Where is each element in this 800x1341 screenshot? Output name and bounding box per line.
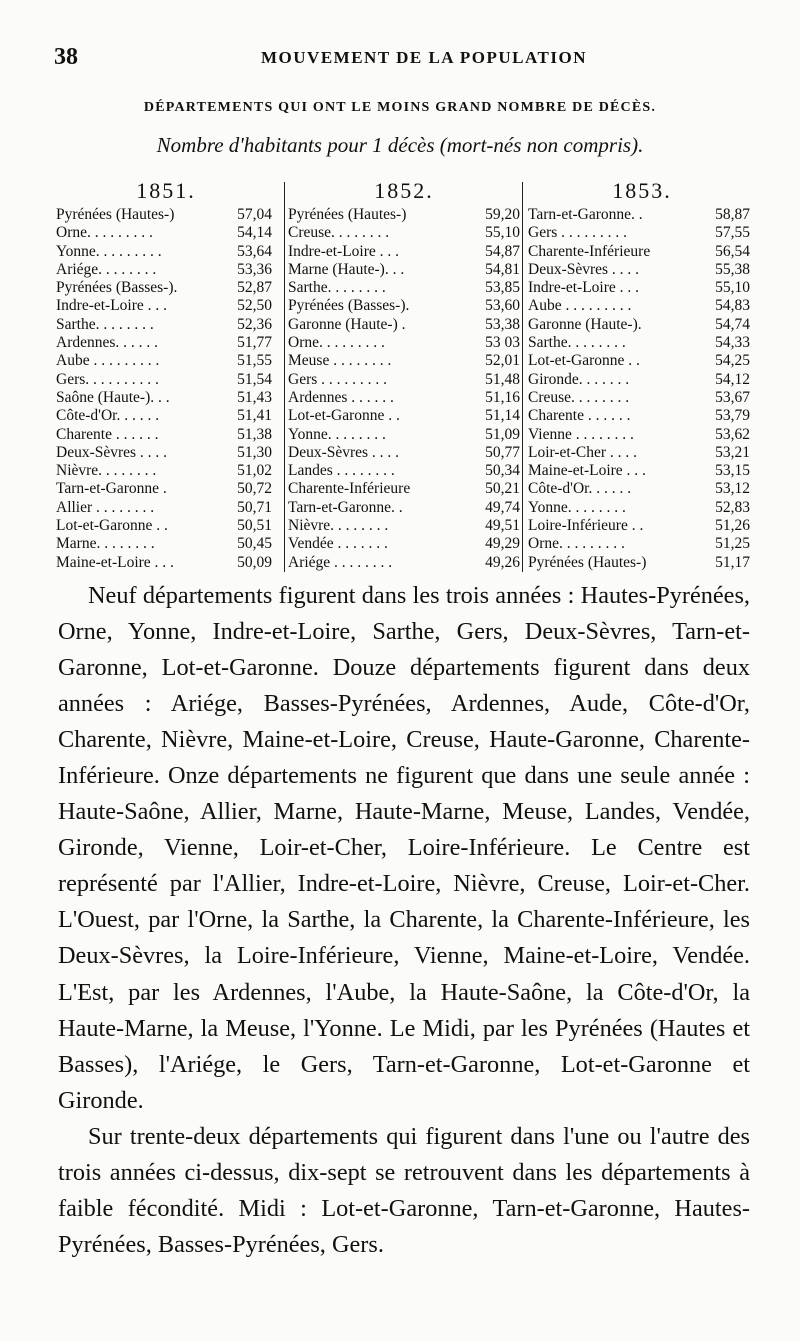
department-name: Ariége . . . . . . . . <box>288 553 393 571</box>
department-name: Côte-d'Or. . . . . . <box>528 480 632 498</box>
department-name: Creuse. . . . . . . . <box>528 388 630 406</box>
inhabitants-per-death: 49,29 <box>485 535 520 553</box>
department-name: Aube . . . . . . . . . <box>528 297 632 315</box>
department-name: Orne. . . . . . . . . <box>56 224 153 242</box>
inhabitants-per-death: 57,04 <box>237 206 272 223</box>
department-name: Garonne (Haute-) . <box>288 315 406 333</box>
table-row <box>288 462 520 480</box>
department-name: Orne. . . . . . . . . <box>288 334 385 352</box>
department-name: Maine-et-Loire . . . <box>56 553 174 571</box>
table-row <box>56 389 276 407</box>
inhabitants-per-death: 54,33 <box>715 334 750 352</box>
paragraph: Neuf départements figurent dans les trois années : Hautes-Pyrénées, Orne, Yonne, Indre-et-Loire, Sarthe, Gers, Deux-Sèvres, Tarn-et-Garonne, Lot-et-Garonne. Douze départements figurent dans deux années : Ariége, Basses-Pyrénées, Ardennes, Aude, Côte-d'Or, Charente, Nièvre, Maine-et-Loire, Creuse, Haute-Garonne, Charente-Inférieure. Onze départements ne figurent que dans une seule année : Haute-Saône, Allier, Marne, Haute-Marne, Meuse, Landes, Vendée, Gironde, Vienne, Loir-et-Cher, Loire-Inférieure. Le Centre est représenté par l'Allier, Indre-et-Loire, Nièvre, Creuse, Loir-et-Cher. L'Ouest, par l'Orne, la Sarthe, la Charente, la Charente-Inférieure, les Deux-Sèvres, la Loire-Inférieure, Vienne, Maine-et-Loire, Vendée. L'Est, par les Ardennes, l'Aube, la Haute-Saône, la Côte-d'Or, la Haute-Marne, la Meuse, l'Yonne. Le Midi, par les Pyrénées (Hautes et Basses), l'Ariége, le Gers, Tarn-et-Garonne, Lot-et-Garonne et Gironde. <box>58 582 750 1114</box>
inhabitants-per-death: 51,30 <box>237 443 272 461</box>
department-name: Yonne. . . . . . . . <box>288 425 386 443</box>
inhabitants-per-death: 53,15 <box>715 462 750 480</box>
department-name: Lot-et-Garonne . . <box>288 407 400 425</box>
table-row <box>528 316 756 334</box>
table-row <box>56 535 276 553</box>
table-row <box>56 371 276 389</box>
inhabitants-per-death: 53,38 <box>485 315 520 333</box>
table-subheading: Nombre d'habitants pour 1 décès (mort-nés non compris). <box>156 133 644 157</box>
inhabitants-per-death: 50,72 <box>237 480 272 498</box>
inhabitants-per-death: 55,38 <box>715 260 750 278</box>
inhabitants-per-death: 52,36 <box>237 315 272 333</box>
table-row <box>528 535 756 553</box>
column-divider <box>522 182 523 572</box>
department-name: Lot-et-Garonne . . <box>56 517 168 535</box>
department-name: Nièvre. . . . . . . . <box>288 517 389 535</box>
department-name: Sarthe. . . . . . . . <box>288 279 386 297</box>
department-name: Tarn-et-Garonne. . <box>288 498 403 516</box>
inhabitants-per-death: 59,20 <box>485 206 520 223</box>
department-name: Gironde. . . . . . . <box>528 370 630 388</box>
year-label: 1851. <box>136 178 196 203</box>
table-row <box>56 499 276 517</box>
table-row <box>56 517 276 535</box>
table-row <box>56 243 276 261</box>
department-name: Aube . . . . . . . . . <box>56 352 160 370</box>
department-name: Deux-Sèvres . . . . <box>288 443 400 461</box>
table-row <box>288 499 520 517</box>
inhabitants-per-death: 57,55 <box>715 224 750 242</box>
department-name: Orne. . . . . . . . . <box>528 535 625 553</box>
department-name: Pyrénées (Hautes-) <box>56 206 175 223</box>
inhabitants-per-death: 51,16 <box>485 388 520 406</box>
inhabitants-per-death: 49,51 <box>485 517 520 535</box>
department-name: Indre-et-Loire . . . <box>528 279 640 297</box>
table-row <box>288 535 520 553</box>
inhabitants-per-death: 58,87 <box>715 206 750 223</box>
inhabitants-per-death: 52,87 <box>237 279 272 297</box>
inhabitants-per-death: 54,25 <box>715 352 750 370</box>
inhabitants-per-death: 52,83 <box>715 498 750 516</box>
inhabitants-per-death: 52,50 <box>237 297 272 315</box>
table-row <box>288 426 520 444</box>
inhabitants-per-death: 51,55 <box>237 352 272 370</box>
inhabitants-per-death: 53,64 <box>237 242 272 260</box>
inhabitants-per-death: 54,74 <box>715 315 750 333</box>
department-name: Ariége. . . . . . . . <box>56 260 157 278</box>
table-row <box>528 407 756 425</box>
table-row <box>528 243 756 261</box>
department-name: Saône (Haute-). . . <box>56 388 170 406</box>
column-divider <box>284 182 285 572</box>
department-name: Tarn-et-Garonne . <box>56 480 167 498</box>
table-row <box>288 334 520 352</box>
year-column-1853 <box>528 176 756 572</box>
inhabitants-per-death: 54,87 <box>485 242 520 260</box>
table-row <box>528 371 756 389</box>
table-row <box>288 554 520 572</box>
inhabitants-per-death: 51,25 <box>715 535 750 553</box>
table-row <box>56 480 276 498</box>
inhabitants-per-death: 53,12 <box>715 480 750 498</box>
department-name: Loire-Inférieure . . <box>528 517 644 535</box>
inhabitants-per-death: 50,51 <box>237 517 272 535</box>
inhabitants-per-death: 49,26 <box>485 553 520 571</box>
inhabitants-per-death: 50,34 <box>485 462 520 480</box>
department-name: Marne. . . . . . . . <box>56 535 155 553</box>
department-name: Pyrénées (Basses-). <box>288 297 410 315</box>
inhabitants-per-death: 50,21 <box>485 480 520 498</box>
inhabitants-per-death: 51,02 <box>237 462 272 480</box>
department-name: Landes . . . . . . . . <box>288 462 395 480</box>
department-name: Deux-Sèvres . . . . <box>56 443 168 461</box>
table-row <box>528 426 756 444</box>
inhabitants-per-death: 53 03 <box>485 334 520 352</box>
table-row <box>56 426 276 444</box>
table-row <box>528 261 756 279</box>
table-row <box>56 206 276 224</box>
department-name: Tarn-et-Garonne. . <box>528 206 643 223</box>
department-name: Pyrénées (Hautes-) <box>528 553 647 571</box>
inhabitants-per-death: 54,81 <box>485 260 520 278</box>
department-name: Allier . . . . . . . . <box>56 498 155 516</box>
table-row <box>56 279 276 297</box>
body-text <box>58 578 750 1263</box>
department-name: Lot-et-Garonne . . <box>528 352 640 370</box>
inhabitants-per-death: 51,43 <box>237 388 272 406</box>
table-row <box>56 316 276 334</box>
inhabitants-per-death: 52,01 <box>485 352 520 370</box>
department-name: Indre-et-Loire . . . <box>288 242 400 260</box>
paragraph: Sur trente-deux départements qui figurent dans l'une ou l'autre des trois années ci-dessus, dix-sept se retrouvent dans les départements à faible fécondité. Midi : Lot-et-Garonne, Tarn-et-Garonne, Hautes-Pyrénées, Basses-Pyrénées, Gers. <box>58 1122 750 1258</box>
table-row <box>528 462 756 480</box>
inhabitants-per-death: 50,71 <box>237 498 272 516</box>
running-head <box>54 44 750 74</box>
table-row <box>288 444 520 462</box>
table-row <box>56 297 276 315</box>
table-row <box>528 517 756 535</box>
table-row <box>528 389 756 407</box>
inhabitants-per-death: 53,21 <box>715 443 750 461</box>
department-name: Pyrénées (Basses-). <box>56 279 178 297</box>
department-name: Côte-d'Or. . . . . . <box>56 407 160 425</box>
page-number: 38 <box>54 44 78 70</box>
department-name: Garonne (Haute-). <box>528 315 642 333</box>
table-row <box>288 206 520 224</box>
deaths-table <box>56 176 756 572</box>
department-name: Charente . . . . . . <box>56 425 159 443</box>
table-row <box>56 407 276 425</box>
rows-1852 <box>288 206 520 572</box>
table-row <box>288 480 520 498</box>
department-name: Meuse . . . . . . . . <box>288 352 392 370</box>
running-title: MOUVEMENT DE LA POPULATION <box>261 48 587 67</box>
department-name: Vienne . . . . . . . . <box>528 425 634 443</box>
inhabitants-per-death: 55,10 <box>715 279 750 297</box>
inhabitants-per-death: 54,12 <box>715 370 750 388</box>
table-row <box>528 224 756 242</box>
department-name: Vendée . . . . . . . <box>288 535 388 553</box>
department-name: Ardennes. . . . . . <box>56 334 159 352</box>
year-label: 1852. <box>374 178 434 203</box>
department-name: Gers . . . . . . . . . <box>528 224 628 242</box>
inhabitants-per-death: 53,85 <box>485 279 520 297</box>
table-row <box>288 297 520 315</box>
table-row <box>288 517 520 535</box>
department-name: Yonne. . . . . . . . <box>528 498 626 516</box>
table-row <box>56 352 276 370</box>
department-name: Sarthe. . . . . . . . <box>528 334 626 352</box>
department-name: Charente . . . . . . <box>528 407 631 425</box>
table-row <box>288 316 520 334</box>
table-row <box>288 407 520 425</box>
rows-1853 <box>528 206 756 572</box>
department-name: Charente-Inférieure <box>288 480 411 498</box>
year-label: 1853. <box>612 178 672 203</box>
inhabitants-per-death: 50,45 <box>237 535 272 553</box>
department-name: Gers . . . . . . . . . <box>288 370 388 388</box>
table-row <box>528 499 756 517</box>
inhabitants-per-death: 53,60 <box>485 297 520 315</box>
inhabitants-per-death: 54,14 <box>237 224 272 242</box>
table-row <box>528 334 756 352</box>
table-row <box>528 352 756 370</box>
inhabitants-per-death: 53,67 <box>715 388 750 406</box>
department-name: Gers. . . . . . . . . . <box>56 370 159 388</box>
department-name: Creuse. . . . . . . . <box>288 224 390 242</box>
table-row <box>56 444 276 462</box>
year-column-1852 <box>288 176 520 572</box>
inhabitants-per-death: 51,17 <box>715 553 750 571</box>
table-row <box>528 279 756 297</box>
table-row <box>56 334 276 352</box>
table-row <box>288 389 520 407</box>
department-name: Charente-Inférieure <box>528 242 651 260</box>
table-row <box>56 224 276 242</box>
inhabitants-per-death: 54,83 <box>715 297 750 315</box>
table-row <box>288 261 520 279</box>
inhabitants-per-death: 51,09 <box>485 425 520 443</box>
inhabitants-per-death: 51,14 <box>485 407 520 425</box>
inhabitants-per-death: 55,10 <box>485 224 520 242</box>
inhabitants-per-death: 51,77 <box>237 334 272 352</box>
inhabitants-per-death: 51,54 <box>237 370 272 388</box>
inhabitants-per-death: 51,48 <box>485 370 520 388</box>
department-name: Nièvre. . . . . . . . <box>56 462 157 480</box>
table-row <box>288 352 520 370</box>
department-name: Marne (Haute-). . . <box>288 260 405 278</box>
table-heading: DÉPARTEMENTS QUI ONT LE MOINS GRAND NOMBRE DE DÉCÈS. <box>143 100 657 115</box>
rows-1851 <box>56 206 276 572</box>
department-name: Maine-et-Loire . . . <box>528 462 646 480</box>
table-row <box>288 371 520 389</box>
department-name: Pyrénées (Hautes-) <box>288 206 407 223</box>
year-column-1851 <box>56 176 276 572</box>
inhabitants-per-death: 53,79 <box>715 407 750 425</box>
inhabitants-per-death: 49,74 <box>485 498 520 516</box>
inhabitants-per-death: 51,38 <box>237 425 272 443</box>
inhabitants-per-death: 50,09 <box>237 553 272 571</box>
department-name: Ardennes . . . . . . <box>288 388 394 406</box>
table-row <box>288 279 520 297</box>
table-row <box>56 462 276 480</box>
department-name: Yonne. . . . . . . . . <box>56 242 162 260</box>
table-row <box>288 243 520 261</box>
inhabitants-per-death: 51,26 <box>715 517 750 535</box>
inhabitants-per-death: 56,54 <box>715 242 750 260</box>
department-name: Deux-Sèvres . . . . <box>528 260 640 278</box>
inhabitants-per-death: 53,36 <box>237 260 272 278</box>
department-name: Indre-et-Loire . . . <box>56 297 168 315</box>
inhabitants-per-death: 53,62 <box>715 425 750 443</box>
table-row <box>528 206 756 224</box>
inhabitants-per-death: 51,41 <box>237 407 272 425</box>
table-row <box>528 444 756 462</box>
department-name: Sarthe. . . . . . . . <box>56 315 154 333</box>
department-name: Loir-et-Cher . . . . <box>528 443 638 461</box>
table-row <box>56 554 276 572</box>
table-row <box>288 224 520 242</box>
table-row <box>528 554 756 572</box>
table-row <box>528 480 756 498</box>
table-row <box>528 297 756 315</box>
inhabitants-per-death: 50,77 <box>485 443 520 461</box>
table-row <box>56 261 276 279</box>
